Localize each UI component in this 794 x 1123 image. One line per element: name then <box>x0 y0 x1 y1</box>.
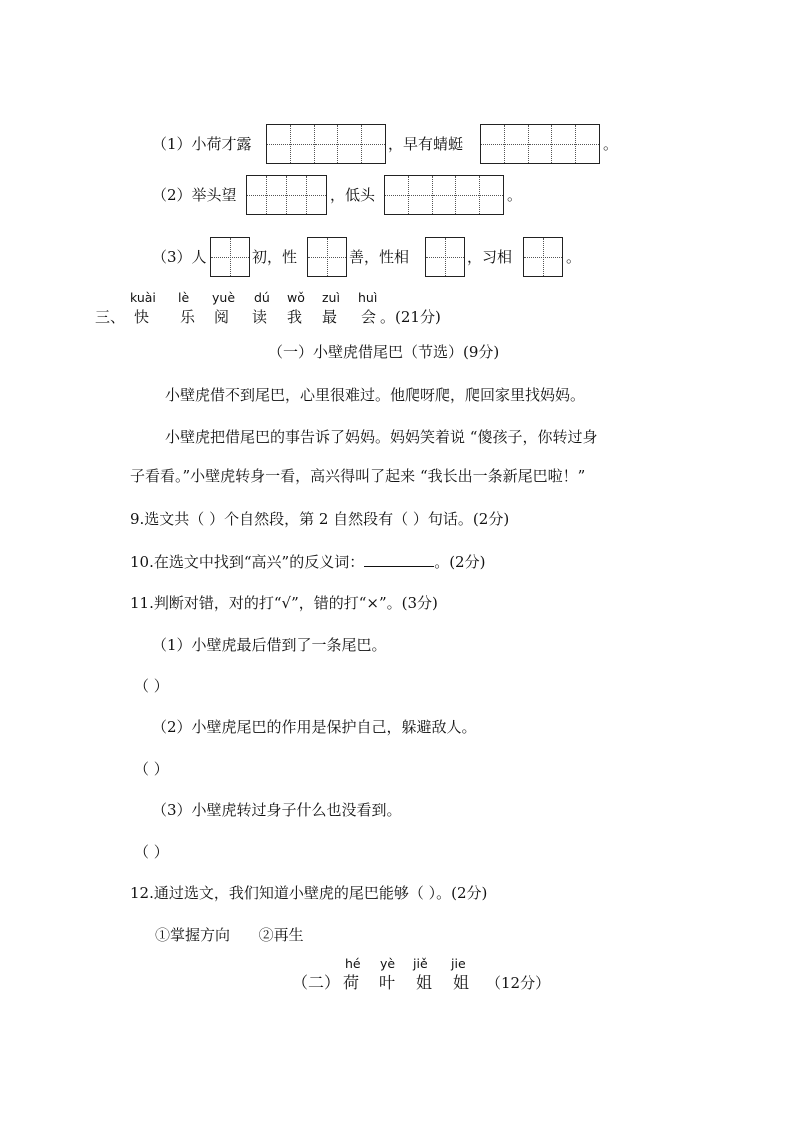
pinyin-1: lè <box>178 290 190 305</box>
fill-in-label-1: （1）小荷才露 <box>152 135 252 153</box>
question-10 <box>130 554 485 570</box>
section3-number: 三、 <box>95 308 126 326</box>
question-12-options: ①掌握方向 ②再生 <box>155 926 304 944</box>
pinyin-5: zuì <box>322 290 340 305</box>
writing-grid-1a[interactable] <box>266 124 386 164</box>
question-11-item-2: （2）小壁虎尾巴的作用是保护自己，躲避敌人。 <box>152 718 477 736</box>
pinyin-p2-0: hé <box>345 956 361 971</box>
pinyin-0: kuài <box>130 290 156 305</box>
passage1-para2-line1: 小壁虎把借尾巴的事告诉了妈妈。妈妈笑着说 “傻孩子，你转过身 <box>165 428 598 446</box>
answer-paren-1[interactable]: （ ） <box>134 677 169 695</box>
pinyin-3: dú <box>254 290 270 305</box>
question-12: 12.通过选文，我们知道小壁虎的尾巴能够（ ）。(2分) <box>130 884 488 902</box>
heading-char-4: 我 <box>287 308 303 326</box>
pinyin-p2-2: jiě <box>413 956 428 971</box>
pinyin-p2-1: yè <box>380 956 396 971</box>
writing-grid-3a[interactable] <box>210 237 250 277</box>
fill-in-end-3: 。 <box>566 248 582 266</box>
writing-grid-2a[interactable] <box>246 175 327 215</box>
fill-in-text-3b: 初，性 <box>252 248 298 266</box>
passage1-title: （一）小壁虎借尾巴（节选）(9分) <box>268 343 500 361</box>
question-10-blank[interactable] <box>364 554 434 567</box>
answer-paren-2[interactable]: （ ） <box>134 760 169 778</box>
question-10-text: 10.在选文中找到“高兴”的反义词： <box>130 553 365 571</box>
section3-points: 。(21分) <box>380 308 441 326</box>
heading-char-1: 乐 <box>180 308 196 326</box>
writing-grid-2b[interactable] <box>384 175 504 215</box>
passage1-para1: 小壁虎借不到尾巴，心里很难过。他爬呀爬，爬回家里找妈妈。 <box>165 386 586 404</box>
writing-grid-3b[interactable] <box>307 237 347 277</box>
writing-grid-1b[interactable] <box>480 124 600 164</box>
writing-grid-3c[interactable] <box>425 237 465 277</box>
fill-in-mid-1: ，早有蜻蜓 <box>388 135 464 153</box>
passage2-char-3: 姐 <box>453 973 470 992</box>
fill-in-label-2: （2）举头望 <box>152 186 237 204</box>
passage2-char-2: 姐 <box>416 973 433 992</box>
fill-in-mid-2: ，低头 <box>330 186 376 204</box>
passage2-points: （12分） <box>486 974 551 992</box>
question-9: 9.选文共（ ）个自然段，第 2 自然段有（ ）句话。(2分) <box>130 510 510 528</box>
pinyin-2: yuè <box>212 290 236 305</box>
passage2-prefix: （二） <box>292 973 341 992</box>
question-11-item-1: （1）小壁虎最后借到了一条尾巴。 <box>152 636 387 654</box>
heading-char-6: 会 <box>361 308 377 326</box>
fill-in-end-2: 。 <box>507 186 523 204</box>
heading-char-3: 读 <box>252 308 268 326</box>
question-11: 11.判断对错，对的打“√”，错的打“×”。(3分) <box>130 594 438 612</box>
heading-char-0: 快 <box>134 308 150 326</box>
fill-in-text-3c: 善，性相 <box>349 248 410 266</box>
heading-char-2: 阅 <box>214 308 230 326</box>
pinyin-4: wǒ <box>287 290 305 305</box>
writing-grid-3d[interactable] <box>523 237 563 277</box>
passage1-para2-line2: 子看看。”小壁虎转身一看，高兴得叫了起来 “我长出一条新尾巴啦！” <box>130 467 586 485</box>
answer-paren-3[interactable]: （ ） <box>134 843 169 861</box>
fill-in-text-3d: ，习相 <box>467 248 513 266</box>
question-10-points: 。(2分) <box>434 553 486 571</box>
question-11-item-3: （3）小壁虎转过身子什么也没看到。 <box>152 801 402 819</box>
passage2-char-0: 荷 <box>343 973 360 992</box>
pinyin-6: huì <box>358 290 378 305</box>
pinyin-p2-3: jie <box>451 956 466 971</box>
heading-char-5: 最 <box>322 308 338 326</box>
fill-in-label-3: （3）人 <box>152 248 207 266</box>
passage2-char-1: 叶 <box>379 973 396 992</box>
fill-in-end-1: 。 <box>603 135 619 153</box>
